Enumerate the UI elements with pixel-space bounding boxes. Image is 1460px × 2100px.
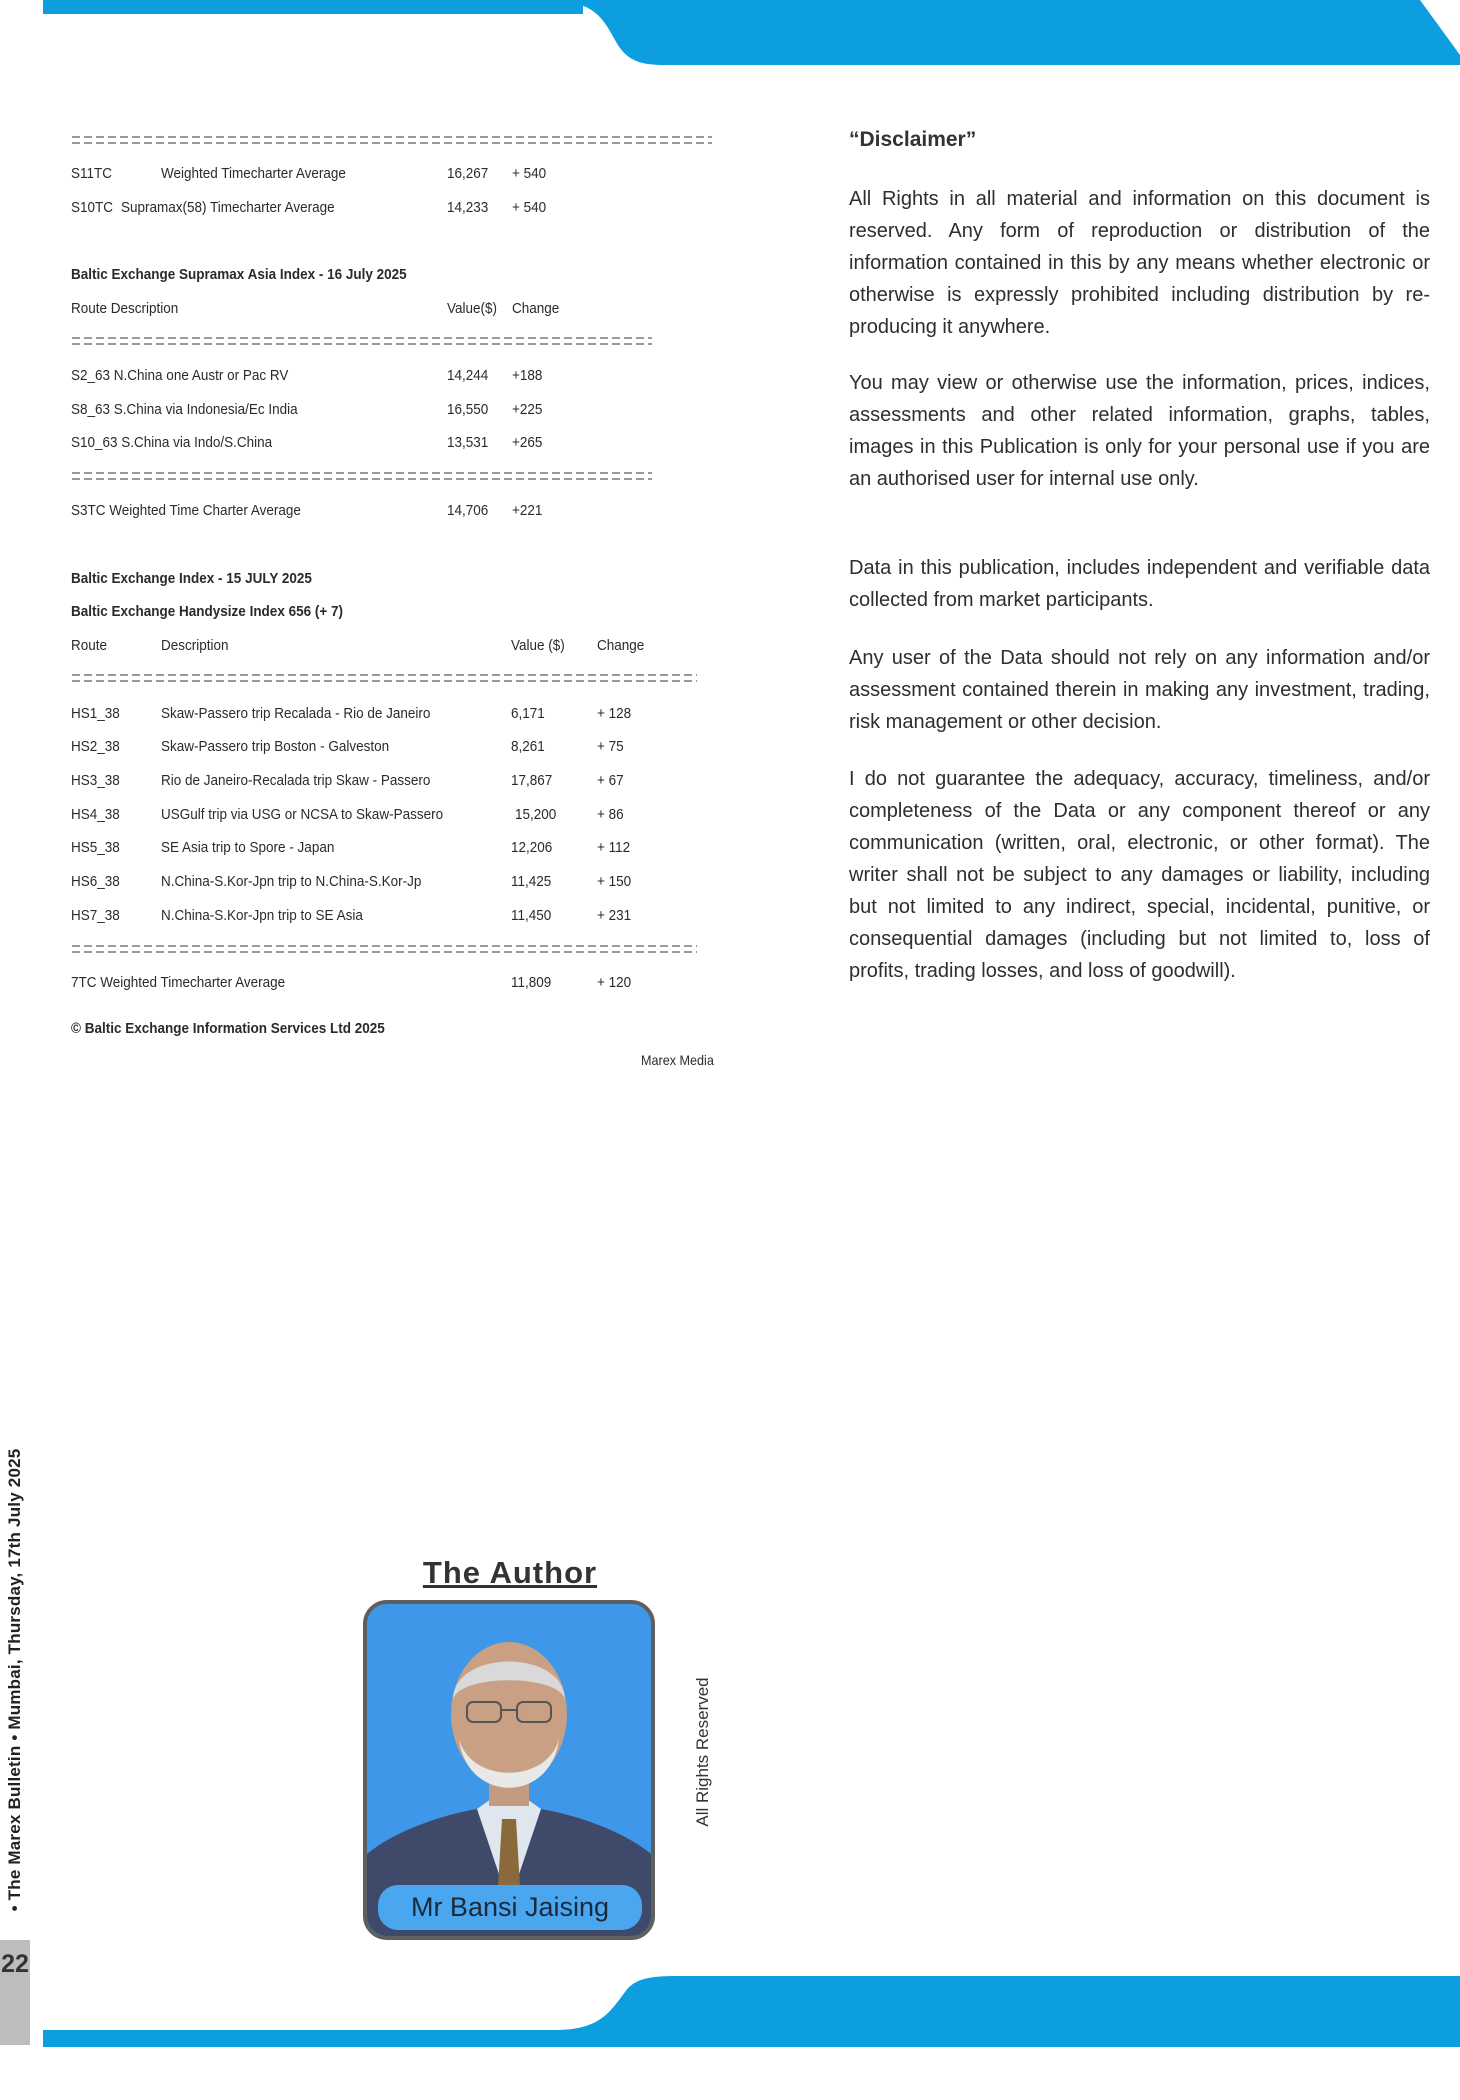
supramax-asia-change: +265: [512, 434, 543, 451]
supramax-asia-value: 16,550: [447, 401, 489, 418]
disclaimer-paragraph: Any user of the Data should not rely on any information and/or assessment contained therein in making any investment, trading, risk management or other decision.: [849, 647, 1430, 733]
disclaimer-title: “Disclaimer”: [849, 128, 977, 151]
supramax-asia-route: S2_63 N.China one Austr or Pac RV: [71, 367, 289, 384]
supramax-row-code: S11TC: [71, 165, 113, 182]
supramax-asia-change: +188: [512, 367, 543, 384]
supramax-row-value: 16,267: [447, 165, 489, 182]
author-heading: The Author: [422, 1555, 598, 1590]
supramax-asia-route: S8_63 S.China via Indonesia/Ec India: [71, 401, 298, 418]
handysize-change: + 112: [597, 839, 631, 856]
handysize-value: 17,867: [511, 772, 553, 789]
copyright-notice: © Baltic Exchange Information Services Ltd 2025: [71, 1020, 385, 1037]
header-value: Value($): [447, 300, 498, 317]
supramax-asia-total-value: 14,706: [447, 502, 489, 519]
top-banner: [0, 0, 1460, 70]
handysize-route: HS3_38: [71, 772, 120, 789]
supramax-row-description: Supramax(58) Timecharter Average: [121, 199, 335, 216]
handysize-description: Skaw-Passero trip Boston - Galveston: [161, 738, 390, 755]
separator-line: [72, 337, 652, 346]
supramax-asia-title: Baltic Exchange Supramax Asia Index - 16 July 2025: [71, 266, 407, 283]
separator-line: [72, 674, 697, 683]
source-credit: Marex Media: [641, 1052, 714, 1068]
handysize-description: Skaw-Passero trip Recalada - Rio de Janeiro: [161, 705, 431, 722]
handysize-route: HS7_38: [71, 907, 120, 924]
handysize-change: + 231: [597, 907, 632, 924]
baltic-index-title: Baltic Exchange Index - 15 JULY 2025: [71, 570, 312, 587]
handysize-change: + 150: [597, 873, 632, 890]
disclaimer-paragraph: You may view or otherwise use the information, prices, indices, assessments and other related information, graphs, tables, images in this Publication is only for your personal use if you are an authorised user for internal use only.: [849, 372, 1430, 490]
supramax-asia-route: S10_63 S.China via Indo/S.China: [71, 434, 273, 451]
handysize-value: 11,450: [511, 907, 552, 924]
disclaimer-paragraph: Data in this publication, includes independent and verifiable data collected from market participants.: [849, 557, 1430, 611]
handysize-total-change: + 120: [597, 974, 632, 991]
author-name: Mr Bansi Jaising: [378, 1885, 642, 1930]
supramax-asia-change: +225: [512, 401, 543, 418]
handysize-description: N.China-S.Kor-Jpn trip to SE Asia: [161, 907, 363, 924]
header-description: Description: [161, 637, 229, 654]
supramax-row-description: Weighted Timecharter Average: [161, 165, 346, 182]
handysize-value: 8,261: [511, 738, 545, 755]
supramax-asia-total-change: +221: [512, 502, 543, 519]
handysize-value: 12,206: [511, 839, 553, 856]
handysize-description: SE Asia trip to Spore - Japan: [161, 839, 335, 856]
bottom-banner: [0, 1972, 1460, 2047]
handysize-change: + 67: [597, 772, 624, 789]
handysize-route: HS4_38: [71, 806, 120, 823]
supramax-asia-value: 13,531: [447, 434, 489, 451]
header-change: Change: [597, 637, 645, 654]
handysize-description: Rio de Janeiro-Recalada trip Skaw - Passero: [161, 772, 431, 789]
handysize-total-label: 7TC Weighted Timecharter Average: [71, 974, 286, 991]
header-route-description: Route Description: [71, 300, 179, 317]
handysize-route: HS2_38: [71, 738, 120, 755]
header-route: Route: [71, 637, 108, 654]
handysize-change: + 75: [597, 738, 624, 755]
header-value: Value ($): [511, 637, 565, 654]
page-number: 22: [1, 1950, 29, 1978]
handysize-value: 6,171: [511, 705, 545, 722]
handysize-route: HS5_38: [71, 839, 120, 856]
rights-reserved: All Rights Reserved: [693, 1677, 712, 1827]
separator-line: [72, 136, 712, 145]
disclaimer-paragraph: I do not guarantee the adequacy, accuracy, timeliness, and/or completeness of the Data or any component thereof or any communication (written, oral, electronic, or other format). The writer shall not be subject to any damages or liability, including but not limited to any indirect, special, incidental, punitive, or consequential damages (including but not limited to, loss of profits, trading losses, and loss of goodwill).: [849, 768, 1430, 982]
disclaimer-paragraph: All Rights in all material and information on this document is reserved. Any form of reproduction or distribution of the information contained in this by any means whether electronic or otherwise is expressly prohibited including distribution by re- producing it anywhere.: [849, 188, 1430, 338]
handysize-route: HS6_38: [71, 873, 120, 890]
handysize-total-value: 11,809: [511, 974, 552, 991]
handysize-change: + 86: [597, 806, 624, 823]
supramax-row-change: + 540: [512, 199, 547, 216]
handysize-index-title: Baltic Exchange Handysize Index 656 (+ 7): [71, 603, 343, 620]
bulletin-dateline: • The Marex Bulletin • Mumbai, Thursday, 17th July 2025: [5, 1448, 24, 1912]
handysize-description: USGulf trip via USG or NCSA to Skaw-Passero: [161, 806, 444, 823]
handysize-description: N.China-S.Kor-Jpn trip to N.China-S.Kor-Jp: [161, 873, 422, 890]
handysize-change: + 128: [597, 705, 632, 722]
supramax-asia-value: 14,244: [447, 367, 489, 384]
header-change: Change: [512, 300, 560, 317]
supramax-row-change: + 540: [512, 165, 547, 182]
handysize-value: 15,200: [515, 806, 557, 823]
handysize-route: HS1_38: [71, 705, 120, 722]
supramax-asia-total-label: S3TC Weighted Time Charter Average: [71, 502, 301, 519]
supramax-row-value: 14,233: [447, 199, 489, 216]
supramax-row-code: S10TC: [71, 199, 114, 216]
handysize-value: 11,425: [511, 873, 552, 890]
separator-line: [72, 472, 652, 481]
separator-line: [72, 945, 697, 954]
